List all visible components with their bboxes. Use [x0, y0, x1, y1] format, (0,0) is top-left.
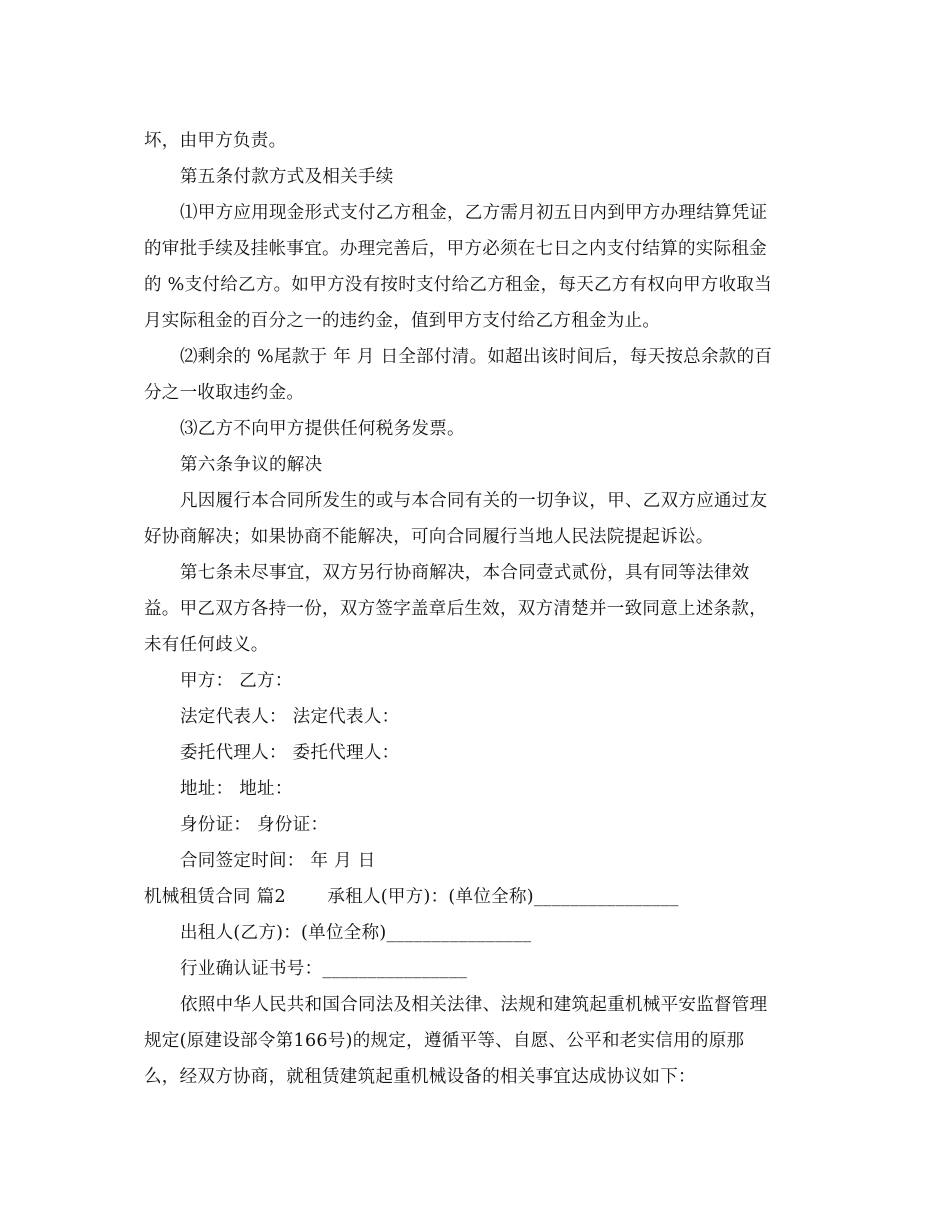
paragraph-line: 的 %支付给乙方。如甲方没有按时支付给乙方租金，每天乙方有权向甲方收取当	[144, 275, 772, 295]
paragraph-line: 未有任何歧义。	[144, 635, 269, 655]
paragraph-line: 分之一收取违约金。	[144, 383, 305, 403]
paragraph-line: 第七条未尽事宜，双方另行协商解决，本合同壹式贰份，具有同等法律效	[180, 563, 750, 583]
signature-field-agent: 委托代理人： 委托代理人：	[180, 743, 400, 763]
paragraph-line: 好协商解决；如果协商不能解决，可向合同履行当地人民法院提起诉讼。	[144, 527, 714, 547]
signature-field-date: 合同签定时间： 年 月 日	[180, 851, 376, 871]
paragraph-line: ⑴甲方应用现金形式支付乙方租金，乙方需月初五日内到甲方办理结算凭证	[180, 203, 768, 223]
paragraph-line: 的审批手续及挂帐事宜。办理完善后，甲方必须在七日之内支付结算的实际租金	[144, 239, 767, 259]
paragraph-line: 坏，由甲方负责。	[144, 131, 287, 151]
paragraph-line: ⑵剩余的 %尾款于 年 月 日全部付清。如超出该时间后，每天按总余款的百	[180, 347, 773, 367]
section-heading: 第六条争议的解决	[180, 455, 323, 475]
paragraph-line: 规定(原建设部令第166号)的规定，遵循平等、自愿、公平和老实信用的原那	[144, 1031, 745, 1051]
signature-field-party: 甲方： 乙方：	[180, 671, 293, 691]
paragraph-line: ⑶乙方不向甲方提供任何税务发票。	[180, 419, 465, 439]
lessor-line: 出租人(乙方)：(单位全称)________________	[180, 923, 532, 943]
paragraph-line: 么，经双方协商，就租赁建筑起重机械设备的相关事宜达成协议如下：	[144, 1067, 696, 1087]
paragraph-line: 益。甲乙双方各持一份，双方签字盖章后生效，双方清楚并一致同意上述条款，	[144, 599, 767, 619]
paragraph-line: 依照中华人民共和国合同法及相关法律、法规和建筑起重机械平安监督管理	[180, 995, 768, 1015]
signature-field-legal-rep: 法定代表人： 法定代表人：	[180, 707, 400, 727]
paragraph-line: 月实际租金的百分之一的违约金，值到甲方支付给乙方租金为止。	[144, 311, 661, 331]
signature-field-id: 身份证： 身份证：	[180, 815, 329, 835]
paragraph-line: 凡因履行本合同所发生的或与本合同有关的一切争议，甲、乙双方应通过友	[180, 491, 768, 511]
signature-field-address: 地址： 地址：	[180, 779, 293, 799]
section-heading: 第五条付款方式及相关手续	[180, 167, 394, 187]
certificate-line: 行业确认证书号：________________	[180, 959, 468, 979]
contract-title-line: 机械租赁合同 篇2 承租人(甲方)：(单位全称)________________	[144, 887, 679, 907]
